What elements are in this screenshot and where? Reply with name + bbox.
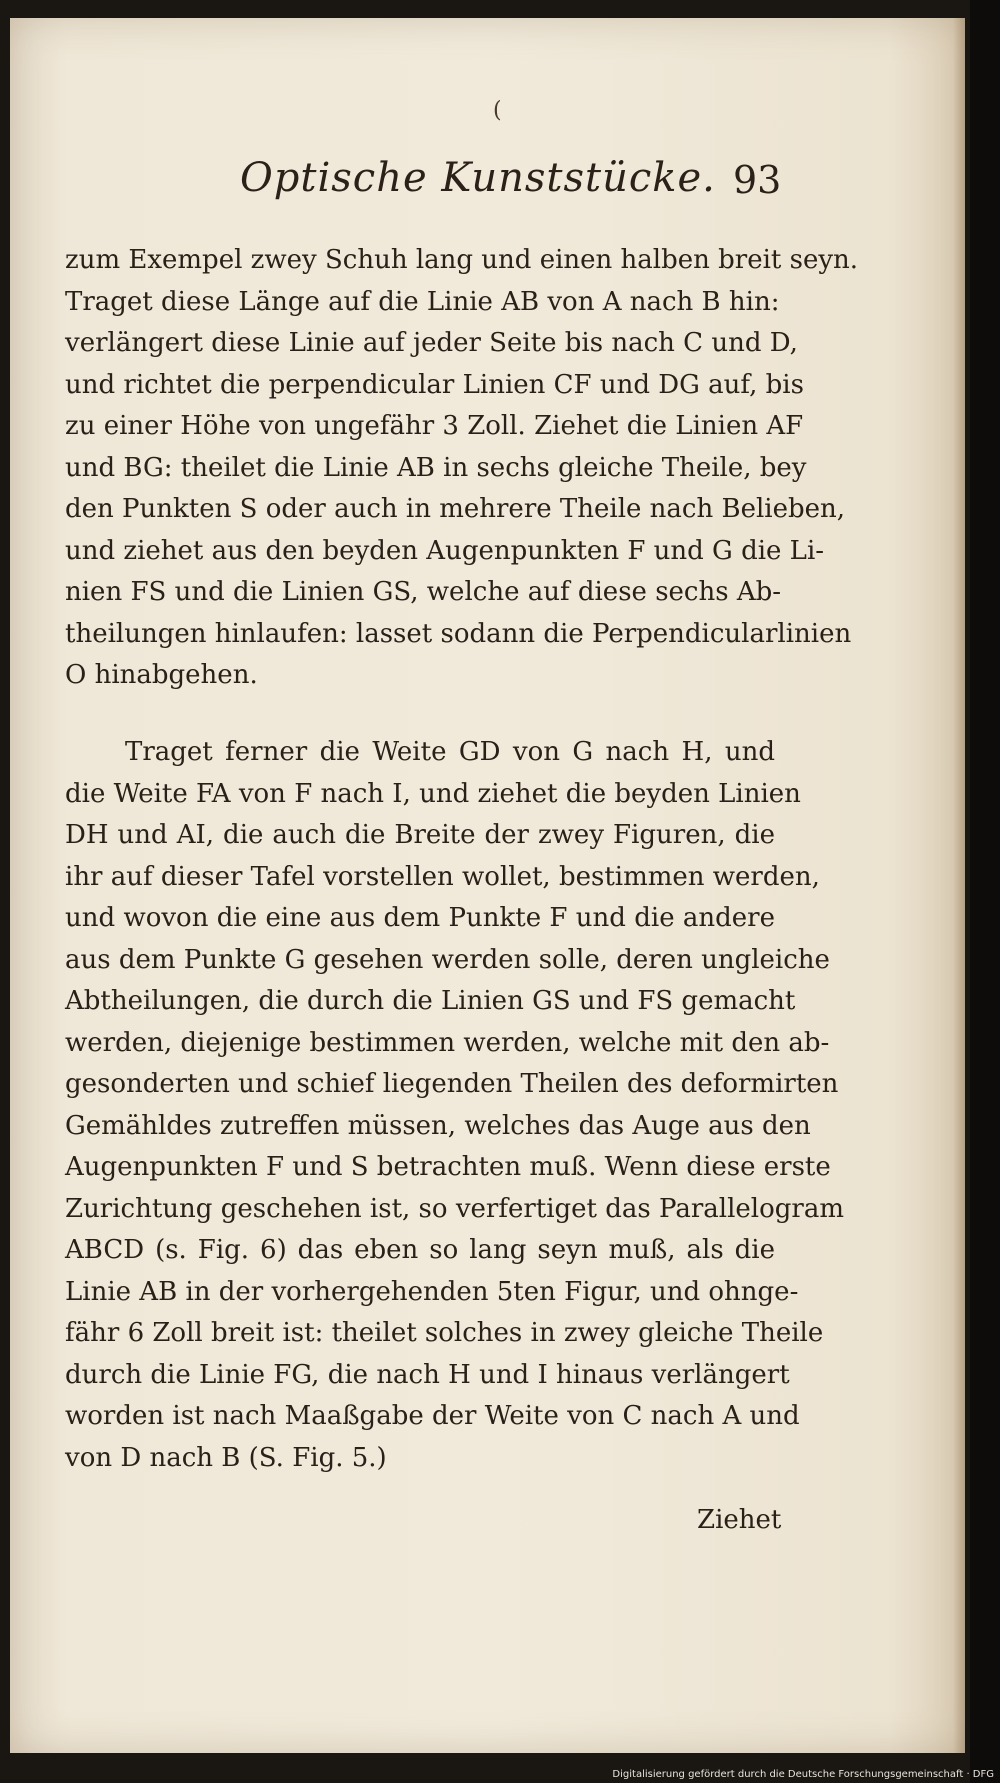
paragraph-1 <box>65 240 859 697</box>
text-line: Zurichtung geschehen ist, so verfertiget das Parallelogram <box>65 1193 844 1224</box>
text-line: nien FS und die Linien GS, welche auf diese sechs Ab- <box>65 577 782 607</box>
text-line: Traget ferner die Weite GD von G nach H, und <box>125 737 775 767</box>
text-line: verlängert diese Linie auf jeder Seite bis nach C und D, <box>65 328 798 358</box>
text-line: gesonderten und schief liegenden Theilen des deformirten <box>65 1069 839 1099</box>
page-edge-shading <box>953 18 965 1753</box>
paragraph-2 <box>65 732 844 1479</box>
text-line: O hinabgehen. <box>65 660 258 690</box>
text-line: und BG: theilet die Linie AB in sechs gleiche Theile, bey <box>65 452 807 483</box>
running-title: Optische Kunststücke. <box>240 155 716 201</box>
text-line: und ziehet aus den beyden Augenpunkten F und G die Li- <box>65 535 825 566</box>
text-line: die Weite FA von F nach I, und ziehet die beyden Linien <box>65 778 801 809</box>
page-mark: ( <box>493 98 502 123</box>
text-line: durch die Linie FG, die nach H und I hinaus verlängert <box>65 1359 790 1390</box>
text-line: den Punkten S oder auch in mehrere Theile nach Belieben, <box>65 494 846 524</box>
text-line: zum Exempel zwey Schuh lang und einen halben breit seyn. <box>65 245 859 275</box>
digitization-credit: Digitalisierung gefördert durch die Deutsche Forschungsgemeinschaft · DFG <box>612 1769 994 1780</box>
text-line: fähr 6 Zoll breit ist: theilet solches in zwey gleiche Theile <box>65 1318 824 1348</box>
text-line: Augenpunkten F und S betrachten muß. Wenn diese erste <box>65 1152 831 1182</box>
text-line: und richtet die perpendicular Linien CF und DG auf, bis <box>65 369 804 400</box>
text-line: ihr auf dieser Tafel vorstellen wollet, bestimmen werden, <box>65 861 820 892</box>
text-line: worden ist nach Maaßgabe der Weite von C nach A und <box>65 1401 800 1431</box>
page-number: 93 <box>733 158 782 202</box>
text-line: aus dem Punkte G gesehen werden solle, deren ungleiche <box>65 944 830 975</box>
text-line: Traget diese Länge auf die Linie AB von A nach B hin: <box>65 286 780 317</box>
text-line: theilungen hinlaufen: lasset sodann die Perpendicularlinien <box>65 618 852 649</box>
book-gutter-shadow <box>970 0 1000 1783</box>
text-line: DH und AI, die auch die Breite der zwey Figuren, die <box>65 820 775 850</box>
text-line: Abtheilungen, die durch die Linien GS und FS gemacht <box>65 986 796 1016</box>
text-line: werden, diejenige bestimmen werden, welche mit den ab- <box>65 1027 830 1058</box>
text-line: ABCD (s. Fig. 6) das eben so lang seyn muß, als die <box>65 1235 775 1265</box>
text-line: Gemähldes zutreffen müssen, welches das Auge aus den <box>65 1110 811 1141</box>
catchword: Ziehet <box>697 1505 782 1535</box>
text-line: Linie AB in der vorhergehenden 5ten Figur, und ohnge- <box>65 1276 799 1307</box>
text-line: von D nach B (S. Fig. 5.) <box>65 1442 387 1473</box>
text-line: zu einer Höhe von ungefähr 3 Zoll. Ziehet die Linien AF <box>65 411 804 441</box>
text-line: und wovon die eine aus dem Punkte F und die andere <box>65 903 775 933</box>
